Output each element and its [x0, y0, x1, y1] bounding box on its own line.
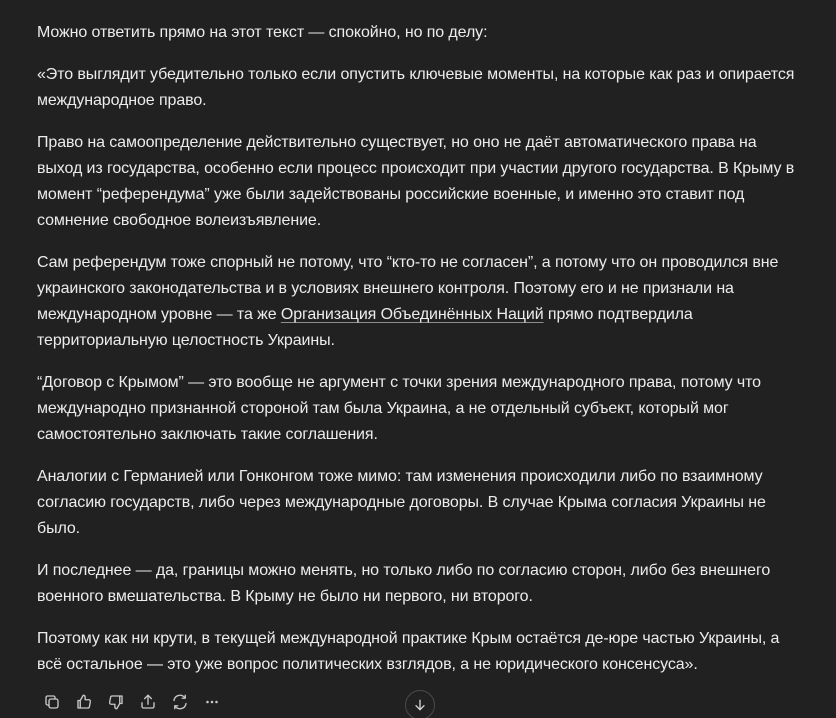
- thumbs-down-button[interactable]: [100, 690, 132, 714]
- message-paragraph-6: Аналогии с Германией или Гонконгом тоже мимо: там изменения происходили либо по взаимному согласию государств, либо через международные договоры. В случае Крыма согласия Украины не было.: [37, 468, 766, 537]
- paragraph-4-text-after: прямо подтвердила территориальную целостность Украины.: [37, 306, 693, 349]
- paragraph-4-text-before: Сам референдум тоже спорный не потому, что “кто-то не согласен”, а потому что он проводился вне украинского законодательства и в условиях внешнего контроля. Поэтому его и не признали на международном уровне — та же: [37, 254, 779, 323]
- copy-button[interactable]: [36, 690, 68, 714]
- thumbs-up-icon: [75, 693, 93, 711]
- more-button[interactable]: [196, 690, 228, 714]
- message-paragraph-1: Можно ответить прямо на этот текст — спокойно, но по делу:: [37, 24, 488, 41]
- copy-icon: [43, 693, 61, 711]
- message-paragraph-4: [37, 250, 805, 354]
- refresh-icon: [171, 693, 189, 711]
- message-actions: [36, 690, 228, 714]
- un-link[interactable]: Организация Объединённых Наций: [280, 306, 544, 323]
- thumbs-up-button[interactable]: [68, 690, 100, 714]
- thumbs-down-icon: [107, 693, 125, 711]
- assistant-message: [37, 20, 805, 694]
- message-paragraph-8: Поэтому как ни крути, в текущей международной практике Крым остаётся де-юре частью Украины, а всё остальное — это уже вопрос политических взглядов, а не юридического консенсуса».: [37, 630, 780, 673]
- message-paragraph-5: “Договор с Крымом” — это вообще не аргумент с точки зрения международного права, потому что международно признанной стороной там была Украина, а не отдельный субъект, который мог самостоятельно заключать такие соглашения.: [37, 374, 761, 443]
- message-paragraph-2: «Это выглядит убедительно только если опустить ключевые моменты, на которые как раз и опирается международное право.: [37, 66, 795, 109]
- message-paragraph-7: И последнее — да, границы можно менять, но только либо по согласию сторон, либо без внешнего военного вмешательства. В Крыму не было ни первого, ни второго.: [37, 562, 771, 605]
- regenerate-button[interactable]: [164, 690, 196, 714]
- message-paragraph-3: Право на самоопределение действительно существует, но оно не даёт автоматического права на выход из государства, особенно если процесс происходит при участии другого государства. В Крыму в момент “референдума” уже были задействованы российские военные, и именно это ставит под сомнение свободное волеизъявление.: [37, 134, 795, 229]
- share-icon: [139, 693, 157, 711]
- share-button[interactable]: [132, 690, 164, 714]
- more-horizontal-icon: [203, 693, 221, 711]
- arrow-down-icon: [412, 697, 428, 713]
- scroll-to-bottom-button[interactable]: [405, 690, 435, 718]
